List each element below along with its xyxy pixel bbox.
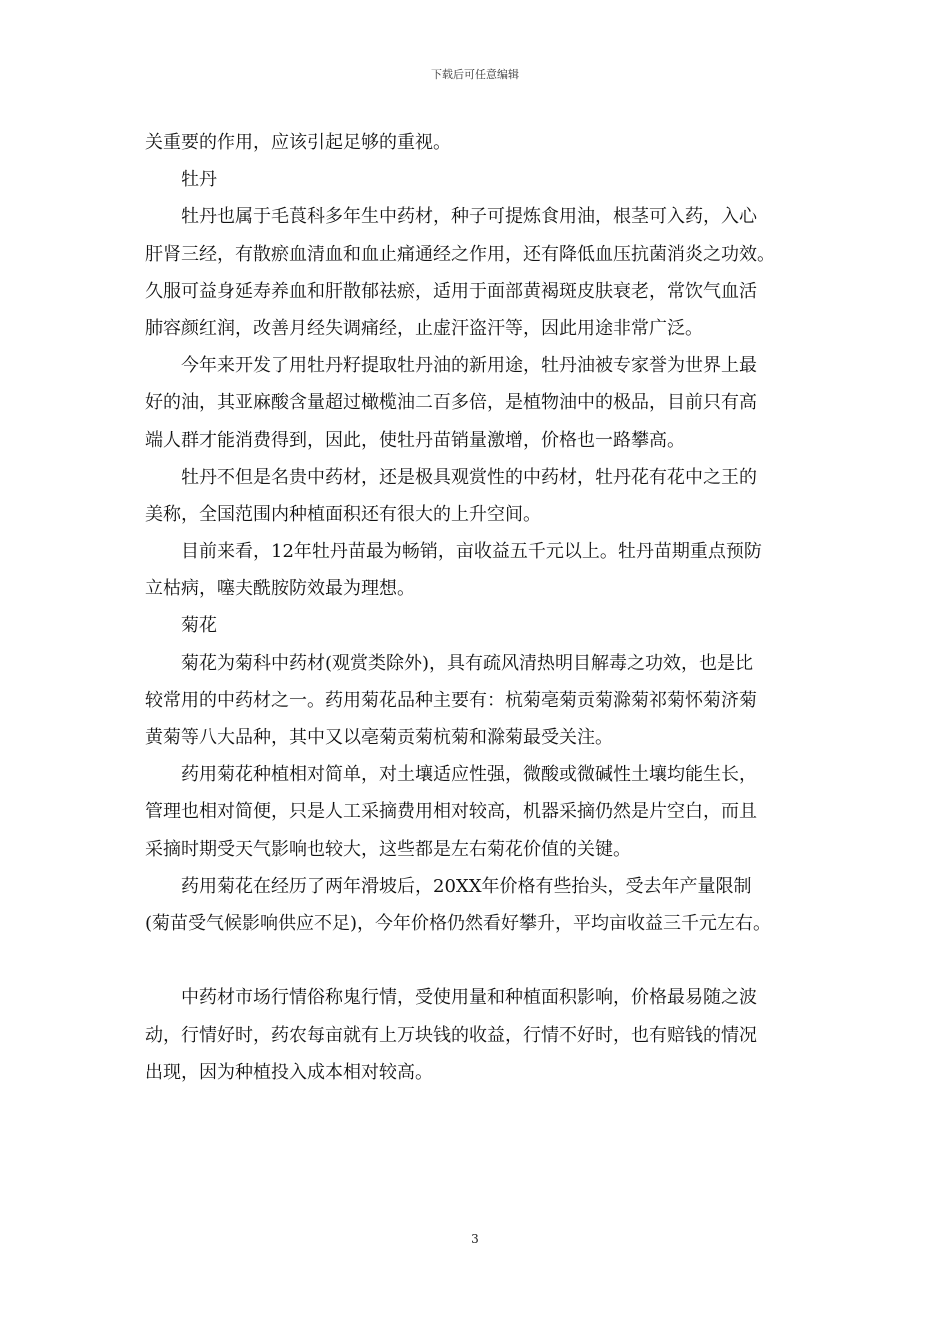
text-line: 久服可益身延寿养血和肝散郁祛瘀，适用于面部黄褐斑皮肤衰老，常饮气血活 xyxy=(145,280,757,302)
text-line: 立枯病，噻夫酰胺防效最为理想。 xyxy=(145,578,415,600)
text-line: 肝肾三经，有散瘀血清血和血止痛通经之作用，还有降低血压抗菌消炎之功效。 xyxy=(145,243,775,265)
text-line: 美称，全国范围内种植面积还有很大的上升空间。 xyxy=(145,503,541,525)
text-line: 动，行情好时，药农每亩就有上万块钱的收益，行情不好时，也有赔钱的情况 xyxy=(145,1024,757,1046)
document-body xyxy=(145,124,835,1091)
text-line: 出现，因为种植投入成本相对较高。 xyxy=(145,1061,433,1083)
text-line: 牡丹不但是名贵中药材，还是极具观赏性的中药材，牡丹花有花中之王的 xyxy=(145,466,757,488)
text-line: 管理也相对简便，只是人工采摘费用相对较高，机器采摘仍然是片空白，而且 xyxy=(145,801,757,823)
text-line: 牡丹也属于毛莨科多年生中药材，种子可提炼食用油，根茎可入药，入心 xyxy=(145,206,757,228)
page-number: 3 xyxy=(471,1232,479,1246)
text-line: 关重要的作用，应该引起足够的重视。 xyxy=(145,132,451,153)
text-line: 今年来开发了用牡丹籽提取牡丹油的新用途，牡丹油被专家誉为世界上最 xyxy=(145,355,757,377)
page-header: 下载后可任意编辑 xyxy=(431,68,519,81)
text-line: 目前来看，12年牡丹苗最为畅销，亩收益五千元以上。牡丹苗期重点预防 xyxy=(145,541,762,563)
text-line: 中药材市场行情俗称鬼行情，受使用量和种植面积影响，价格最易随之波 xyxy=(145,987,757,1009)
text-line: 较常用的中药材之一。药用菊花品种主要有：杭菊亳菊贡菊滁菊祁菊怀菊济菊 xyxy=(145,689,757,711)
text-line: 黄菊等八大品种，其中又以亳菊贡菊杭菊和滁菊最受关注。 xyxy=(145,727,613,748)
section-heading-chrysanthemum: 菊花 xyxy=(145,615,217,637)
text-line: 药用菊花在经历了两年滑坡后，20XX年价格有些抬头，受去年产量限制 xyxy=(145,875,752,897)
text-line: (菊苗受气候影响供应不足)，今年价格仍然看好攀升，平均亩收益三千元左右。 xyxy=(145,912,772,934)
text-line: 菊花为菊科中药材(观赏类除外)，具有疏风清热明目解毒之功效，也是比 xyxy=(145,652,754,674)
text-line: 端人群才能消费得到，因此，使牡丹苗销量激增，价格也一路攀高。 xyxy=(145,429,685,451)
text-line: 好的油，其亚麻酸含量超过橄榄油二百多倍，是植物油中的极品，目前只有高 xyxy=(145,392,757,414)
section-heading-peony: 牡丹 xyxy=(145,169,217,191)
text-line: 肺容颜红润，改善月经失调痛经，止虚汗盗汗等，因此用途非常广泛。 xyxy=(145,317,703,339)
text-line: 采摘时期受天气影响也较大，这些都是左右菊花价值的关键。 xyxy=(145,838,631,860)
text-line: 药用菊花种植相对简单，对土壤适应性强，微酸或微碱性土壤均能生长， xyxy=(145,764,757,786)
blank-line xyxy=(145,942,835,979)
